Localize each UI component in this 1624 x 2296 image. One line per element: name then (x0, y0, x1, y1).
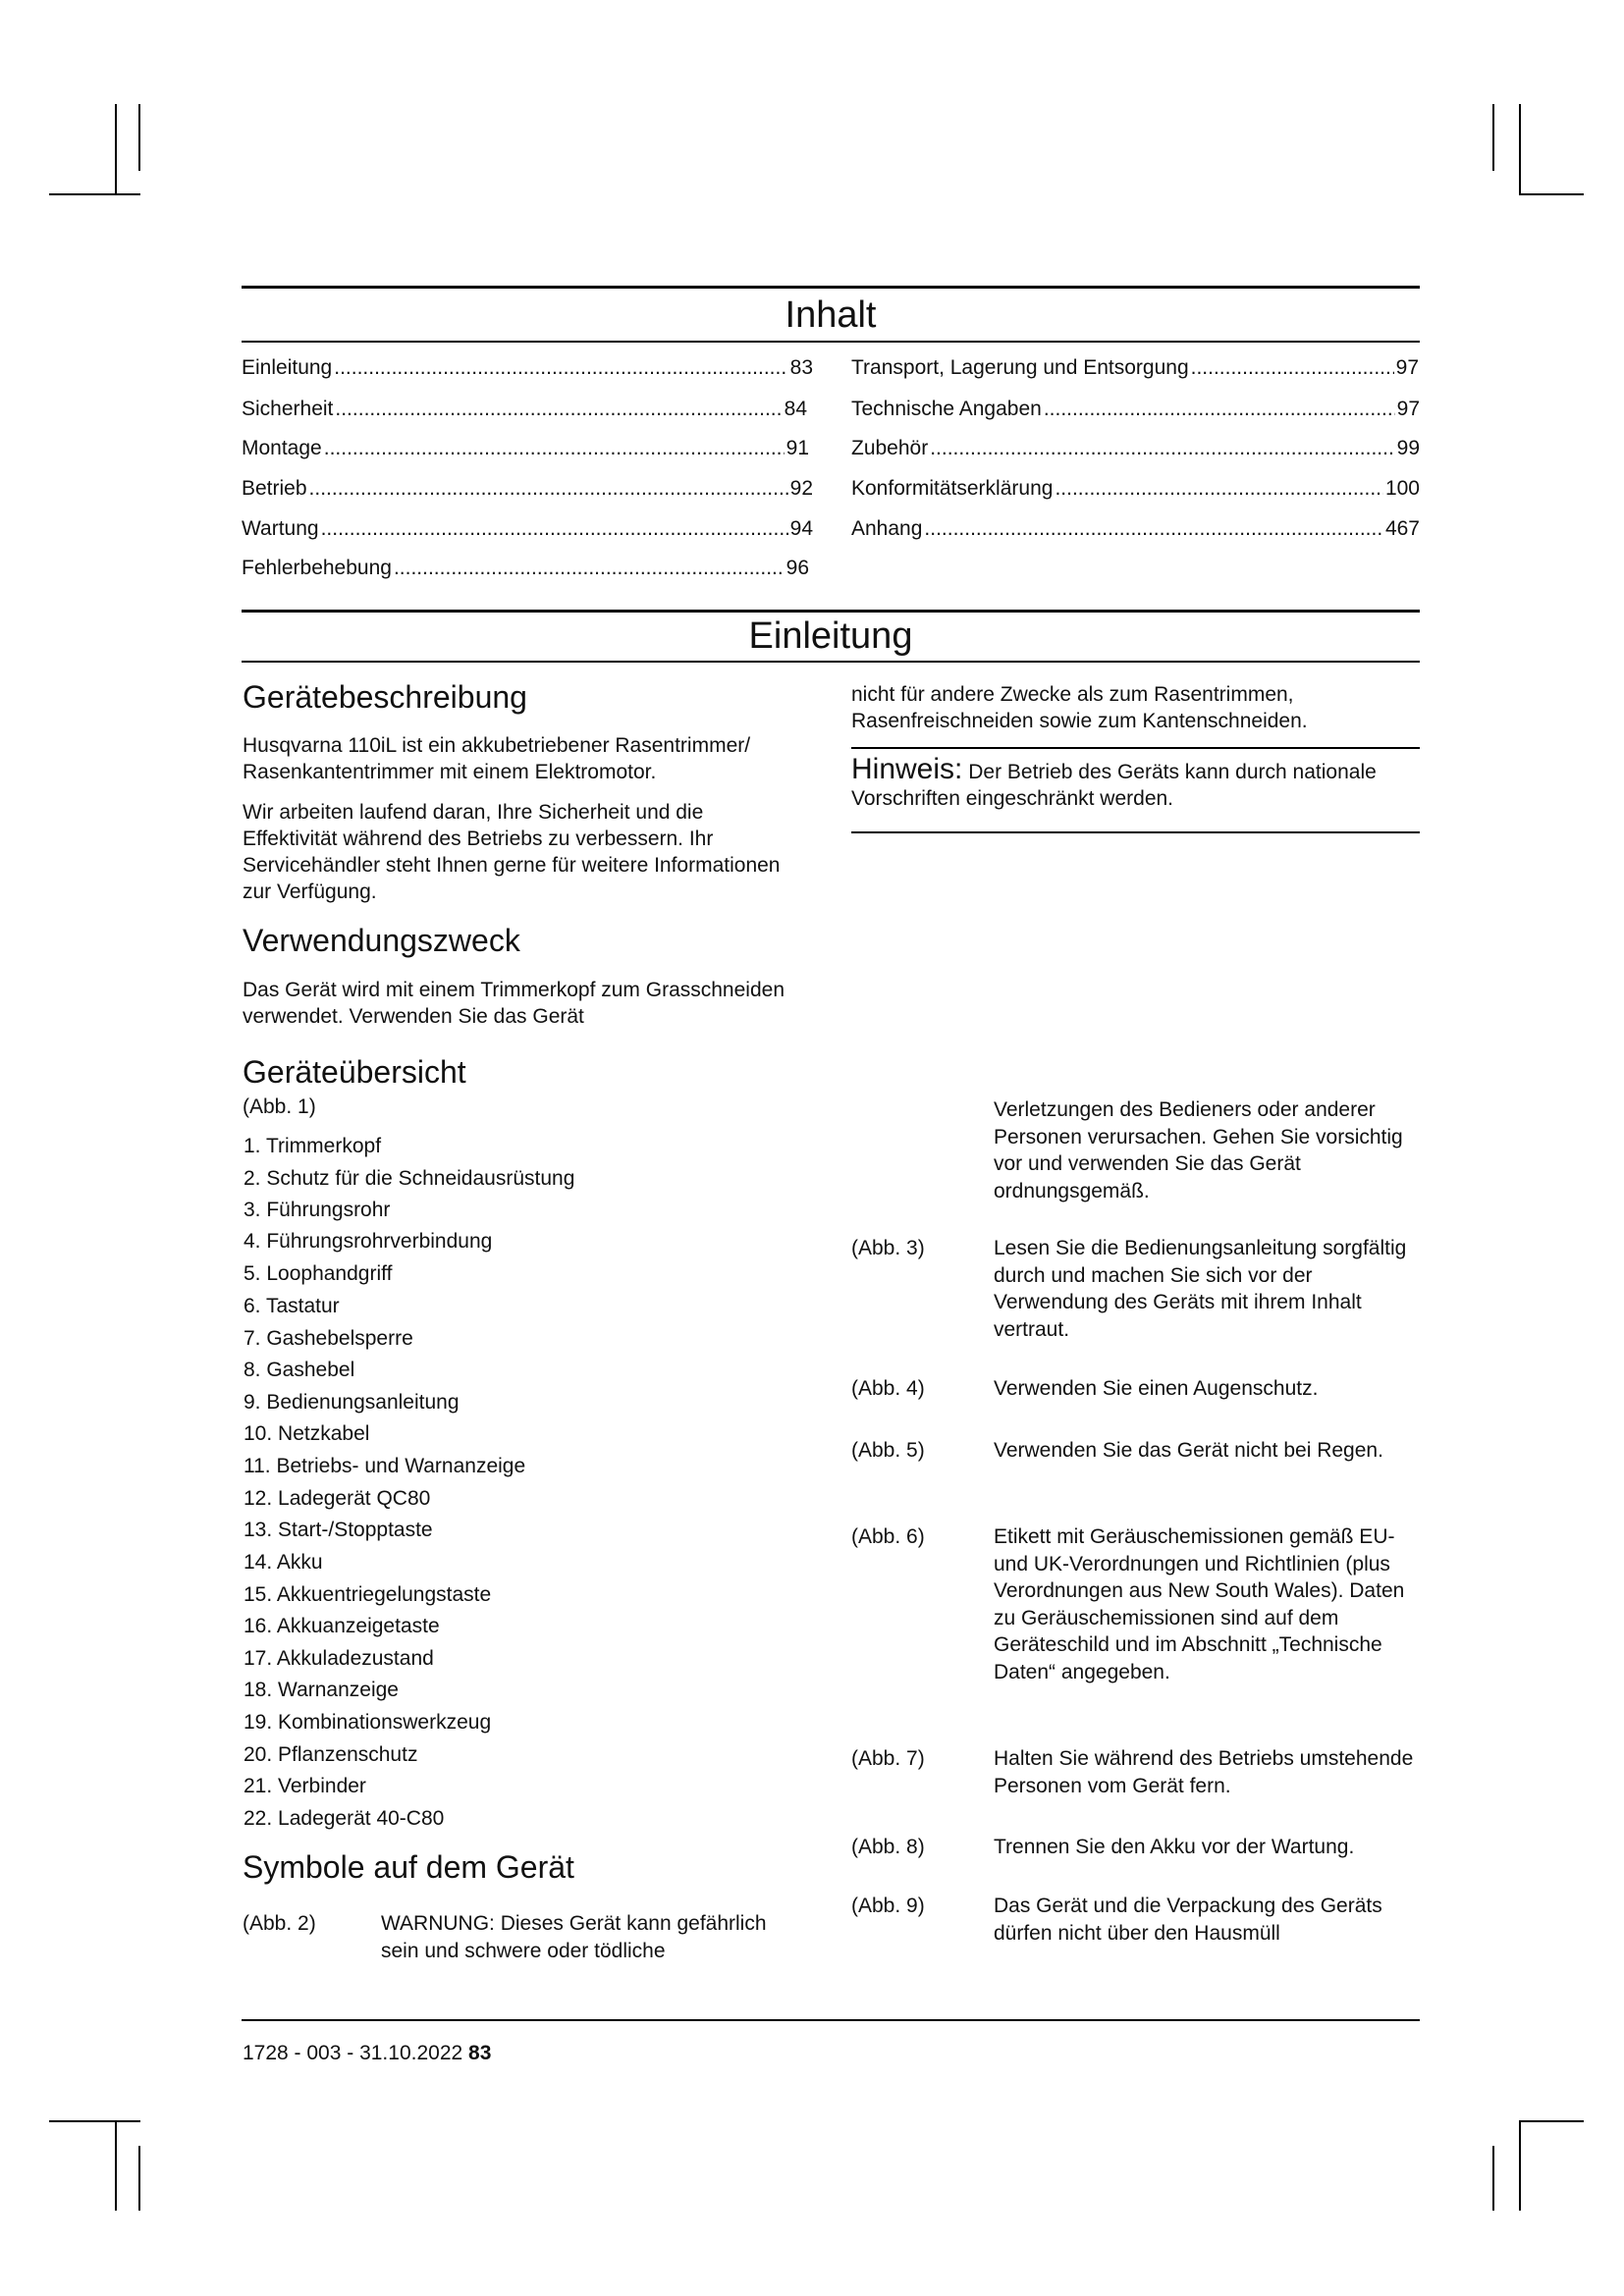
list-item: 12. Ladegerät QC80 (244, 1487, 431, 1510)
list-item: 3. Führungsrohr (244, 1199, 391, 1221)
purpose-paragraph: Das Gerät wird mit einem Trimmerkopf zum Grasschneiden verwendet. Verwenden Sie das Gerät (243, 979, 785, 1028)
description-paragraph: Husqvarna 110iL ist ein akkubetriebener Rasentrimmer/ Rasenkantentrimmer mit einem Elektromotor. (243, 734, 751, 783)
purpose-heading: Verwendungszweck (243, 923, 520, 958)
symbol-ref: (Abb. 6) (851, 1525, 925, 1548)
footer-rule (242, 2019, 1420, 2021)
footer (243, 2040, 491, 2066)
symbol-ref: (Abb. 4) (851, 1377, 925, 1400)
toc-entry[interactable]: Wartung ..... 94 (242, 516, 813, 542)
toc-title-rule (242, 341, 1420, 343)
intro-top-rule (242, 610, 1420, 613)
list-item: 22. Ladegerät 40-C80 (244, 1807, 445, 1830)
symbol-text: Trennen Sie den Akku vor der Wartung. (994, 1836, 1355, 1858)
toc-entry[interactable]: Technische Angaben ..... 97 (851, 397, 1420, 422)
list-item: 7. Gashebelsperre (244, 1327, 413, 1350)
symbol-ref: (Abb. 5) (851, 1439, 925, 1462)
purpose-paragraph-continued: nicht für andere Zwecke als zum Rasentrimmen, Rasenfreischneiden sowie zum Kantenschneiden. (851, 683, 1308, 732)
intro-title-rule (242, 661, 1420, 663)
list-item: 13. Start-/Stopptaste (244, 1519, 433, 1541)
list-item: 1. Trimmerkopf (244, 1135, 382, 1157)
toc-entry[interactable]: Zubehör ..... 99 (851, 436, 1420, 461)
list-item: 14. Akku (244, 1551, 323, 1574)
list-item: 16. Akkuanzeigetaste (244, 1615, 440, 1637)
description-paragraph: Wir arbeiten laufend daran, Ihre Sicherheit und die Effektivität während des Betriebs zu verbessern. Ihr Servicehändler steht Ihnen gerne für weitere Informationen zur Verfügung. (243, 801, 781, 903)
toc-entry[interactable]: Betrieb ..... 92 (242, 476, 813, 502)
list-item: 2. Schutz für die Schneidausrüstung (244, 1167, 575, 1190)
list-item: 20. Pflanzenschutz (244, 1743, 418, 1766)
toc-title: Inhalt (785, 294, 877, 336)
toc-entry[interactable]: Fehlerbehebung ..... 96 (242, 556, 809, 581)
list-item: 5. Loophandgriff (244, 1262, 393, 1285)
list-item: 6. Tastatur (244, 1295, 340, 1317)
symbol-ref: (Abb. 9) (851, 1895, 925, 1917)
symbol-text: Etikett mit Geräuschemissionen gemäß EU- und UK-Verordnungen und Richtlinien (plus Verordnungen aus New South Wales). Daten zu Geräuschemissionen sind auf dem Geräteschild und im Abschnitt „Technische Daten“ angegeben. (994, 1525, 1405, 1683)
toc-entry[interactable]: Konformitätserklärung ..... 100 (851, 476, 1420, 502)
list-item: 18. Warnanzeige (244, 1679, 399, 1701)
list-item: 4. Führungsrohrverbindung (244, 1230, 493, 1253)
list-item: 17. Akkuladezustand (244, 1647, 434, 1670)
page-number: 83 (468, 2042, 492, 2064)
toc-entry[interactable]: Sicherheit ..... 84 (242, 397, 807, 422)
symbol-ref: (Abb. 2) (243, 1912, 316, 1935)
overview-heading: Geräteübersicht (243, 1054, 466, 1090)
list-item: 11. Betriebs- und Warnanzeige (244, 1455, 526, 1477)
description-heading: Gerätebeschreibung (243, 679, 527, 715)
toc-entry[interactable]: Transport, Lagerung und Entsorgung ..... 97 (851, 355, 1419, 381)
symbol-text: Verletzungen des Bedieners oder anderer Personen verursachen. Gehen Sie vorsichtig vor und verwenden Sie das Gerät ordnungsgemäß. (994, 1098, 1403, 1202)
symbol-text: WARNUNG: Dieses Gerät kann gefährlich sein und schwere oder tödliche (381, 1912, 767, 1962)
symbol-ref: (Abb. 7) (851, 1747, 925, 1770)
symbol-text: Verwenden Sie das Gerät nicht bei Regen. (994, 1439, 1383, 1462)
note-text: Der Betrieb des Geräts kann durch nationale Vorschriften eingeschränkt werden. (851, 761, 1377, 810)
note-bottom-rule (851, 831, 1420, 833)
intro-title: Einleitung (748, 615, 913, 657)
note-top-rule (851, 747, 1420, 749)
list-item: 9. Bedienungsanleitung (244, 1391, 460, 1414)
symbol-text: Lesen Sie die Bedienungsanleitung sorgfältig durch und machen Sie sich vor der Verwendung des Geräts mit ihrem Inhalt vertraut. (994, 1237, 1407, 1341)
symbol-ref: (Abb. 8) (851, 1836, 925, 1858)
toc-entry[interactable]: Einleitung ..... 83 (242, 355, 813, 381)
footer-doc-info: 1728 - 003 - 31.10.2022 (243, 2042, 463, 2064)
overview-figure-ref: (Abb. 1) (243, 1095, 316, 1118)
symbols-heading: Symbole auf dem Gerät (243, 1849, 574, 1885)
symbol-text: Verwenden Sie einen Augenschutz. (994, 1377, 1319, 1400)
list-item: 21. Verbinder (244, 1775, 366, 1797)
list-item: 15. Akkuentriegelungstaste (244, 1583, 492, 1606)
list-item: 10. Netzkabel (244, 1422, 370, 1445)
symbol-ref: (Abb. 3) (851, 1237, 925, 1259)
symbol-text: Das Gerät und die Verpackung des Geräts dürfen nicht über den Hausmüll (994, 1895, 1382, 1945)
list-item: 8. Gashebel (244, 1359, 355, 1381)
toc-top-rule (242, 286, 1420, 289)
toc-entry[interactable]: Montage ..... 91 (242, 436, 809, 461)
list-item: 19. Kombinationswerkzeug (244, 1711, 492, 1734)
symbol-text: Halten Sie während des Betriebs umstehende Personen vom Gerät fern. (994, 1747, 1414, 1797)
note-label: Hinweis: (851, 753, 963, 785)
toc-entry[interactable]: Anhang ..... 467 (851, 516, 1420, 542)
note (851, 753, 1401, 812)
